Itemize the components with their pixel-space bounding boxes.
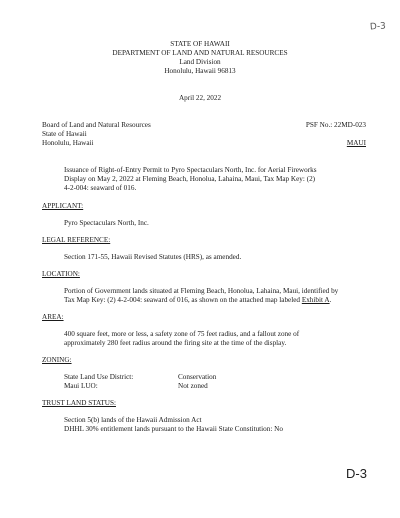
area-line-1: 400 square feet, more or less, a safety zone of 75 feet radius, and a fallout zone of <box>64 330 300 338</box>
area-heading: AREA: <box>42 313 64 321</box>
header-address: Honolulu, Hawaii 96813 <box>164 67 236 75</box>
zoning-label: State Land Use District: <box>64 373 134 381</box>
addressee-line-1: Board of Land and Natural Resources <box>42 121 151 129</box>
header-division: Land Division <box>179 58 221 66</box>
zoning-value: Not zoned <box>178 382 208 390</box>
addressee-line-3: Honolulu, Hawaii <box>42 139 94 147</box>
location-line-2 <box>64 296 331 306</box>
zoning-row-county <box>64 382 208 392</box>
exhibit-a-link[interactable]: Exhibit A <box>301 296 330 304</box>
applicant-text: Pyro Spectaculars North, Inc. <box>64 219 149 227</box>
zoning-label: Maui LUO: <box>64 382 98 390</box>
document-date: April 22, 2022 <box>178 94 222 102</box>
trust-land-line-2: DHHL 30% entitlement lands pursuant to the Hawaii State Constitution: No <box>64 425 283 433</box>
subject-line-3: 4-2-004: seaward of 016. <box>64 184 137 192</box>
trust-land-heading: TRUST LAND STATUS: <box>42 399 116 407</box>
subject-line-1: Issuance of Right-of-Entry Permit to Pyro Spectaculars North, Inc. for Aerial Fireworks <box>64 166 317 174</box>
legal-reference-heading: LEGAL REFERENCE: <box>42 236 111 244</box>
footer-page-code: D-3 <box>346 466 367 481</box>
handwritten-page-mark: D-3 <box>369 21 387 33</box>
location-line-2-text: Tax Map Key: (2) 4-2-004: seaward of 016, as shown on the attached map labeled <box>64 296 302 304</box>
psf-number: PSF No.: 22MD-023 <box>305 121 366 129</box>
zoning-value: Conservation <box>178 373 217 381</box>
subject-line-2: Display on May 2, 2022 at Fleming Beach, Honolua, Lahaina, Maui, Tax Map Key: (2) <box>64 175 316 183</box>
island-label: MAUI <box>346 139 366 147</box>
trust-land-line-1: Section 5(b) lands of the Hawaii Admission Act <box>64 416 202 424</box>
location-line-1: Portion of Government lands situated at Fleming Beach, Honolua, Lahaina, Maui, identified by <box>64 287 339 295</box>
header-state: STATE OF HAWAII <box>170 40 230 48</box>
applicant-heading: APPLICANT: <box>42 202 84 210</box>
zoning-heading: ZONING: <box>42 356 72 364</box>
addressee-line-2: State of Hawaii <box>42 130 87 138</box>
location-line-2-end: . <box>329 296 332 304</box>
area-line-2: approximately 280 feet radius around the firing site at the time of the display. <box>64 339 287 347</box>
legal-reference-text: Section 171-55, Hawaii Revised Statutes (HRS), as amended. <box>64 253 242 261</box>
header-department: DEPARTMENT OF LAND AND NATURAL RESOURCES <box>112 49 288 57</box>
location-heading: LOCATION: <box>42 270 80 278</box>
